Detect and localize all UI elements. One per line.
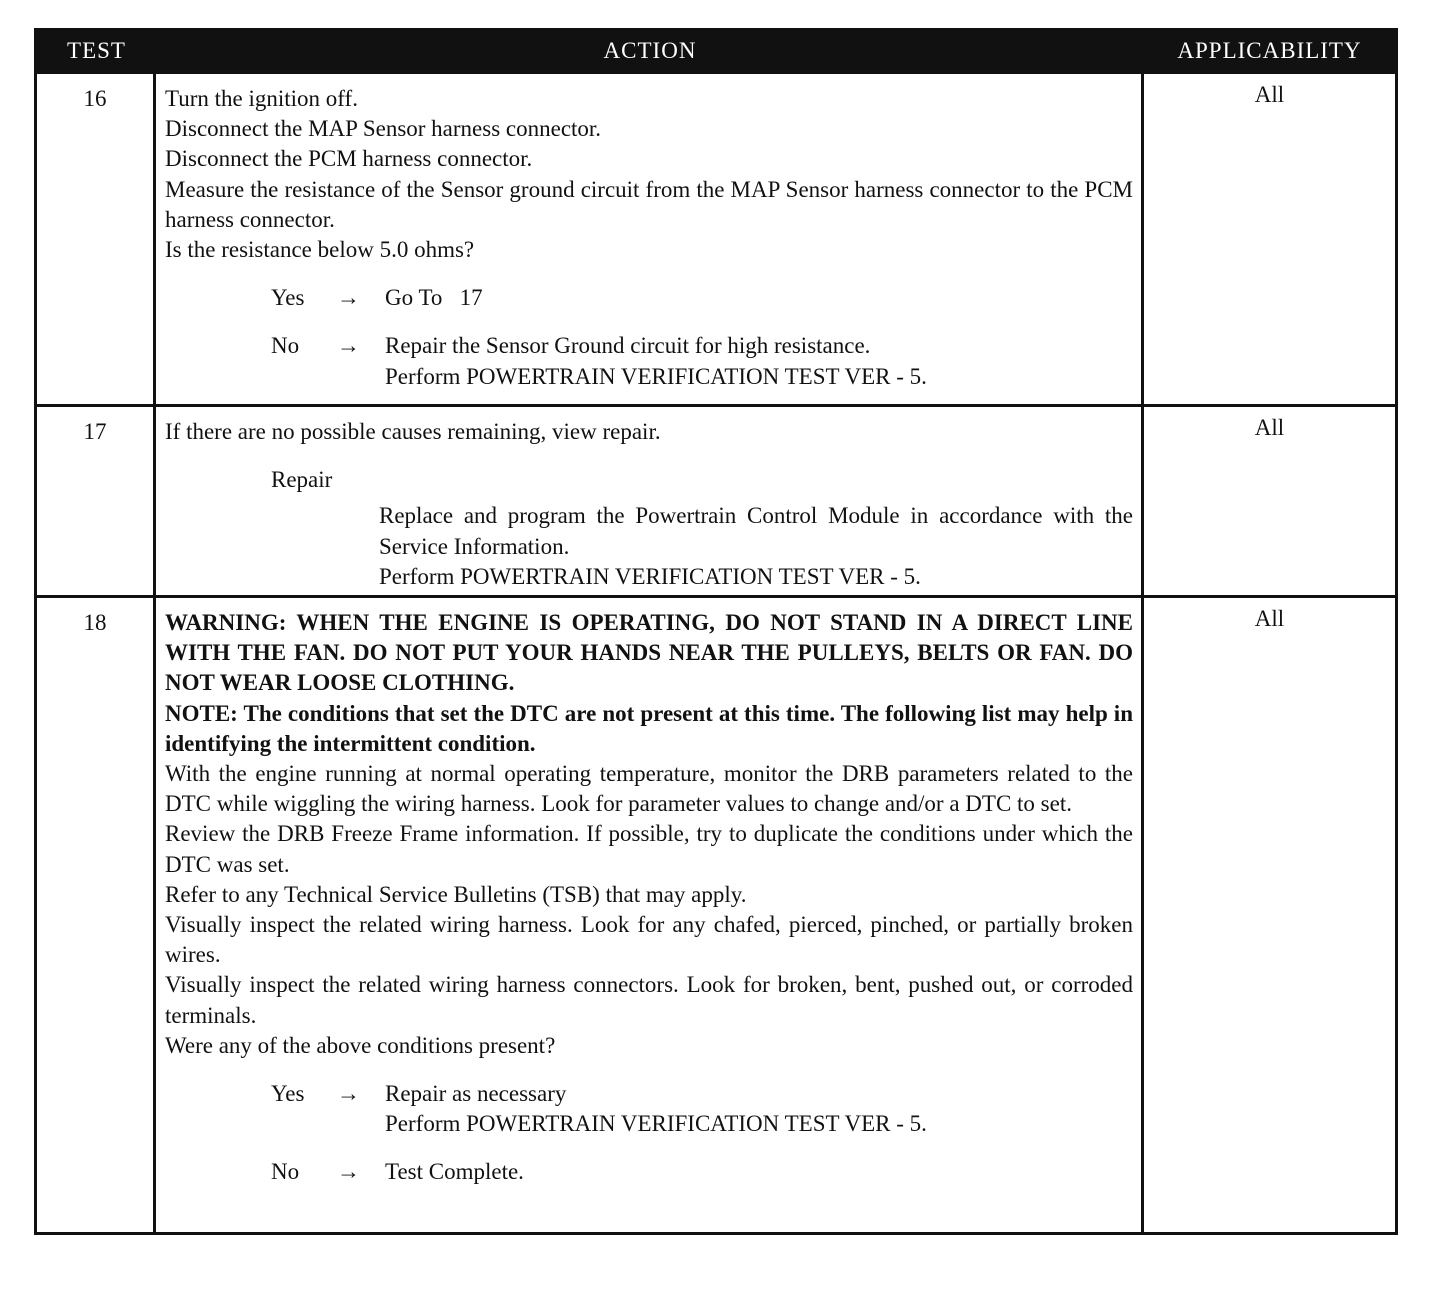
- header-test: TEST: [67, 38, 126, 63]
- applicability-cell: All: [1254, 82, 1285, 107]
- yes-result-line: Repair as necessary: [385, 1081, 567, 1107]
- action-line: Were any of the above conditions present?: [165, 1032, 556, 1058]
- action-line: Disconnect the PCM harness connector.: [165, 146, 533, 172]
- yes-outcome: [271, 283, 1133, 313]
- no-outcome: [271, 331, 1133, 391]
- header-applicability: APPLICABILITY: [1177, 38, 1362, 63]
- warning-text: WARNING: WHEN THE ENGINE IS OPERATING, DO NOT STAND IN A DIRECT LINE WITH THE FAN. DO NOT PUT YOUR HANDS NEAR THE PULLEYS, BELTS OR FAN. DO NOT WEAR LOOSE CLOTHING.: [165, 610, 1133, 696]
- action-cell: [156, 598, 1144, 1232]
- arrow-icon: →: [337, 1159, 360, 1185]
- arrow-icon: →: [337, 285, 360, 311]
- repair-line: Perform POWERTRAIN VERIFICATION TEST VER - 5.: [379, 563, 921, 589]
- action-line: Measure the resistance of the Sensor ground circuit from the MAP Sensor harness connector to the PCM harness connector.: [165, 176, 1133, 232]
- action-line: If there are no possible causes remaining, view repair.: [165, 419, 661, 444]
- action-line: Visually inspect the related wiring harness. Look for any chafed, pierced, pinched, or partially broken wires.: [165, 912, 1133, 968]
- yes-label: Yes: [271, 285, 305, 311]
- repair-label: Repair: [271, 467, 333, 493]
- action-line: Review the DRB Freeze Frame information. If possible, try to duplicate the conditions under which the DTC was set.: [165, 821, 1133, 877]
- no-label: No: [271, 333, 300, 359]
- no-result-line: Repair the Sensor Ground circuit for high resistance.: [385, 333, 871, 359]
- arrow-icon: →: [337, 333, 360, 359]
- action-line: Disconnect the MAP Sensor harness connector.: [165, 116, 602, 142]
- no-result-line: Perform POWERTRAIN VERIFICATION TEST VER - 5.: [385, 363, 927, 389]
- applicability-cell: All: [1254, 415, 1285, 440]
- test-number: 17: [37, 407, 156, 595]
- action-line: With the engine running at normal operating temperature, monitor the DRB parameters related to the DTC while wiggling the wiring harness. Look for parameter values to change and/or a DTC to set.: [165, 761, 1133, 817]
- repair-block: [271, 465, 1133, 592]
- repair-text: [379, 501, 1133, 592]
- action-cell: [156, 74, 1144, 404]
- yes-result: Go To 17: [385, 285, 483, 311]
- yes-outcome: [271, 1079, 1133, 1139]
- action-cell: [156, 407, 1144, 595]
- no-outcome: [271, 1157, 1133, 1187]
- action-line: Is the resistance below 5.0 ohms?: [165, 237, 475, 263]
- table-header: [37, 31, 1395, 71]
- action-line: Visually inspect the related wiring harness connectors. Look for broken, bent, pushed out, or corroded terminals.: [165, 972, 1133, 1028]
- table-row: [37, 404, 1395, 595]
- action-line: Turn the ignition off.: [165, 86, 358, 111]
- header-action: ACTION: [603, 38, 697, 63]
- note-text: NOTE: The conditions that set the DTC are not present at this time. The following list may help in identifying the intermittent condition.: [165, 700, 1133, 756]
- yes-label: Yes: [271, 1081, 305, 1107]
- diagnostic-test-table: [34, 28, 1398, 1235]
- table-row: [37, 71, 1395, 404]
- repair-line: Replace and program the Powertrain Control Module in accordance with the Service Information.: [379, 503, 1133, 559]
- yes-result: [385, 1079, 1133, 1139]
- table-row: [37, 595, 1395, 1232]
- no-result: Test Complete.: [385, 1159, 524, 1185]
- no-result: [385, 331, 1133, 391]
- arrow-icon: →: [337, 1081, 360, 1107]
- action-line: Refer to any Technical Service Bulletins (TSB) that may apply.: [165, 881, 747, 907]
- test-number: 18: [37, 598, 156, 1232]
- applicability-cell: All: [1254, 606, 1285, 631]
- yes-result-line: Perform POWERTRAIN VERIFICATION TEST VER - 5.: [385, 1111, 927, 1137]
- test-number: 16: [37, 74, 156, 404]
- no-label: No: [271, 1159, 300, 1185]
